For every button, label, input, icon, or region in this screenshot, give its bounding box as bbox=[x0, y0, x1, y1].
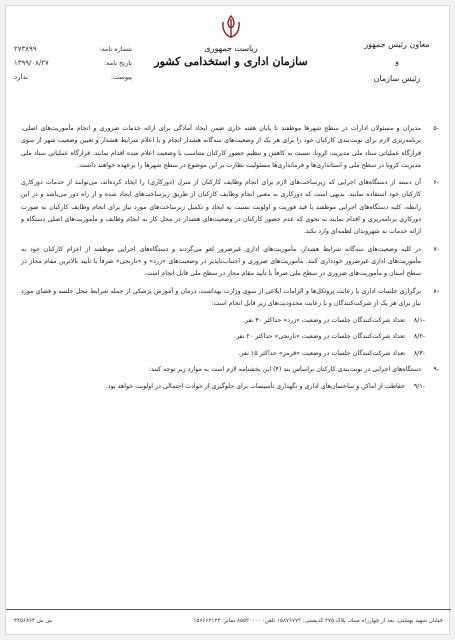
subitem-text: تعداد شرکت‌کنندگان جلسات در وضعیت «زرد» حداکثر ۳۰ نفر. bbox=[242, 317, 405, 325]
sender-title bbox=[357, 36, 437, 87]
paragraph-8 bbox=[21, 286, 439, 311]
subitem-text: تعداد شرکت‌کنندگان جلسات در وضعیت «قرمز» حداکثر ۱۵ نفر. bbox=[238, 349, 405, 357]
paragraph-text: مدیران و مسئولان ادارات در سطح شهرها موظفند تا پایان هفته جاری ضمن ایجاد آمادگی برای ارائه خدمات ضروری و انجام مأموریت‌های اصلی، برنامه‌ریزی لازم برای نوبت‌بندی کارکنان خود را برای هر یک از وضعیت‌های سه‌گانه هشدار انجام و با اعلام شرایط هشدار و تعیین وضعیت شهر از سوی قرارگاه عملیاتی ستاد ملی مدیریت کرونا، نسبت به کاهش و تنظیم حضور کارکنان متناسب با وضعیت اعلام شده اقدام نمایند. قرارگاه عملیاتی ستاد ملی مدیریت کرونا در سطح ملی و استانداری‌ها و فرمانداری‌ها مسئولیت نظارت بر این موضوع در سطح شهرها را برعهده خواهند داشت. bbox=[21, 125, 421, 169]
meta-label: شماره نامه: bbox=[99, 45, 132, 53]
paragraph-number: -۵ bbox=[433, 125, 439, 132]
meta-label: پیوست: bbox=[110, 73, 132, 81]
subitem-text: تعداد شرکت‌کنندگان جلسات در وضعیت «نارنجی» حداکثر ۲۰ نفر. bbox=[233, 333, 405, 341]
paragraph-text: آن دسته از دستگاه‌های اجرایی که زیرساخت‌های لازم برای انجام وظایف کارکنان از منزل (دورکاری) را ایجاد کرده‌اند، می‌توانند از خدمات دورکاری کارکنان خود استفاده نمایند. بدیهی است که دورکاری به معنی انجام وظایف کارکنان از طریق زیرساخت‌های ایجاد شده و از راه دور می‌باشد و در این رابطه، کلیه دستگاه‌های اجرایی موظفند با قید فوریت و اولویت نسبت به ایجاد و تکمیل زیرساخت‌های مورد نیاز برای انجام وظایف کارکنان به صورت دورکاری برنامه‌ریزی و اقدام نمایند به نحوی که عدم حضور کارکنان در وضعیت‌های هشدار در محل کار به انجام وظایف و مأموریت‌های اصلی دستگاه و ارائه خدمات به شهروندان لطمه‌ای وارد نکند. bbox=[21, 179, 421, 236]
sender-title-line: معاون رئیس جمهور bbox=[364, 40, 430, 49]
paragraph-text: برگزاری جلسات اداری با رعایت پروتکل‌ها و الزامات ابلاغی از سوی وزارت بهداشت، درمان و آموزش پزشکی از جمله شرایط محل جلسه و فضای مورد نیاز برای هر یک از شرکت‌کنندگان و با رعایت محدودیت‌های زیر قابل انجام است: bbox=[21, 287, 421, 307]
paragraph-number: -۷ bbox=[433, 245, 439, 253]
attachment-status: ندارد bbox=[14, 73, 29, 81]
subitem-8-1 bbox=[21, 315, 439, 327]
letterhead bbox=[146, 14, 316, 68]
meta-row-date bbox=[14, 56, 132, 70]
paragraph-number: -۶ bbox=[433, 179, 439, 187]
organization-name: سازمان اداری و استخدامی کشور bbox=[154, 55, 308, 68]
subitem-text: حفاظت از اماکن و ساختمان‌های اداری و نگهداری تأسیسات برای جلوگیری از حوادث احتمالی در اولویت خواهد بود. bbox=[105, 383, 405, 391]
letter-page bbox=[5, 5, 450, 635]
subitem-number: -۸/۱ bbox=[413, 317, 425, 325]
paragraph-text: در کلیه وضعیت‌های سه‌گانه شرایط هشدار، مأموریت‌های اداری غیرضرور لغو می‌گردند و دستگاه‌های اجرایی موظفند از اعزام کارکنان خود به مأموریت‌های اداری غیرضرور خودداری کنند. مأموریت‌های ضروری و اجتناب‌ناپذیر در وضعیت‌های «زرد» و «نارنجی» صرفاً با تأیید بالاترین مقام مجاز در سطح استان و مأموریت‌های ضروری در سطح ملی صرفاً با تأیید مقام مجاز در سطح ملی قابل انجام است. bbox=[21, 245, 421, 278]
footer-postal-box: ش ش ۴۴۵۶۸۶۴ bbox=[14, 618, 53, 624]
subitem-8-2 bbox=[21, 331, 439, 343]
paragraph-text: دستگاه‌های اجرایی در نوبت‌بندی کارکنان براساس بند (۴) این بخشنامه لازم است به موارد زیر توجه کنند: bbox=[148, 366, 421, 374]
letter-footer bbox=[6, 609, 451, 634]
paragraph-5 bbox=[21, 123, 439, 172]
subitem-number: -۸/۳ bbox=[413, 349, 425, 357]
meta-row-number bbox=[14, 42, 132, 56]
paragraph-6 bbox=[21, 177, 439, 238]
footer-address: خیابان شهید بهشتی، بعد از چهارراه صیاد، پلاک ۳۷۵ کدپستی: ۱۵۸۷۶۷۷۳ تلفن: ۸۵۵۳۰۰۰۰ نمابر: ۱۵۷۶۶۲۱۲۳ bbox=[193, 618, 443, 624]
subitem-9-1 bbox=[21, 381, 439, 393]
letter-metadata bbox=[14, 42, 132, 84]
letter-body bbox=[21, 123, 439, 398]
presidency-label: ریاست جمهوری bbox=[204, 44, 258, 53]
paragraph-9 bbox=[21, 364, 439, 376]
meta-row-attachment bbox=[14, 70, 132, 84]
subitem-number: -۸/۲ bbox=[413, 333, 425, 341]
paragraph-number: -۸ bbox=[433, 287, 439, 295]
letter-date: ۱۳۹۹/۰۸/۲۷ bbox=[14, 59, 49, 67]
iran-emblem-icon bbox=[218, 14, 244, 40]
subitem-number: -۹/۱ bbox=[413, 383, 425, 391]
subitem-8-3 bbox=[21, 348, 439, 360]
paragraph-number: -۹ bbox=[433, 366, 439, 374]
sender-title-line: و bbox=[395, 57, 399, 66]
sender-title-line: رئیس سازمان bbox=[373, 74, 421, 83]
paragraph-7 bbox=[21, 244, 439, 281]
meta-label: تاریخ نامه: bbox=[104, 59, 132, 67]
letter-header bbox=[6, 6, 451, 116]
letter-number: ۲۷۳۸۹۹ bbox=[14, 45, 37, 53]
